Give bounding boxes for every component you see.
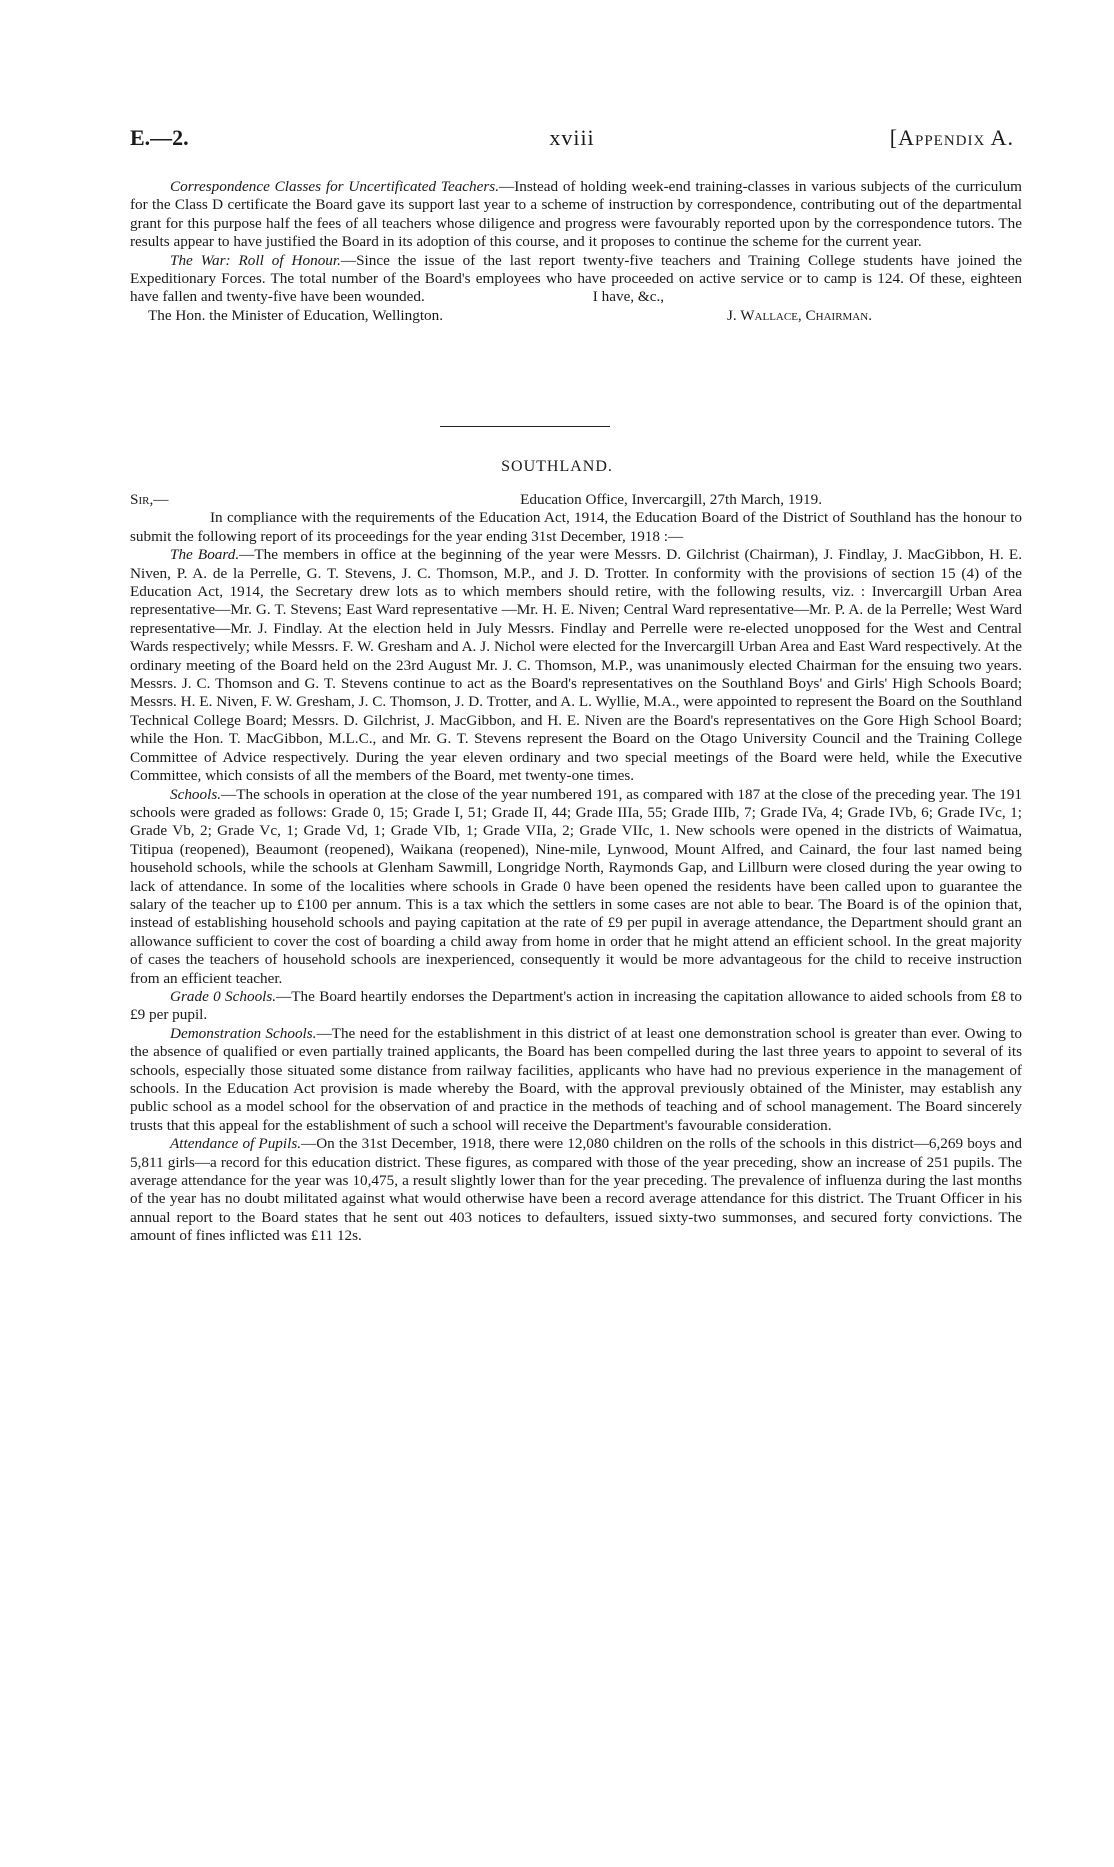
closing-phrase: I have, &c., bbox=[592, 288, 665, 306]
southland-report bbox=[130, 491, 1022, 1246]
page-number: xviii bbox=[549, 125, 595, 150]
paragraph-board bbox=[130, 546, 1022, 785]
paragraph-heading: Demonstration Schools. bbox=[170, 1024, 317, 1042]
paragraph-intro: In compliance with the requirements of the Education Act, 1914, the Education Board of the District of Southland has the honour to submit the following report of its proceedings for the year ending 31st December, 1918 :— bbox=[130, 509, 1022, 545]
paragraph-heading: The War: Roll of Honour. bbox=[170, 251, 341, 269]
salutation: Sir,— bbox=[130, 491, 169, 508]
paragraph-attendance bbox=[130, 1135, 1022, 1245]
dateline: Education Office, Invercargill, 27th March, 1919. bbox=[520, 491, 822, 508]
paragraph-text: —On the 31st December, 1918, there were 12,080 children on the rolls of the schools in this district—6,269 boys and 5,811 girls—a record for this education district. These figures, as compared with those of the year preceding, show an increase of 251 pupils. The average attendance for the year was 10,475, a result slightly lower than for the year preceding. The prevalence of influenza during the last months of the year has no doubt militated against what would otherwise have been a record average attendance for this district. The Truant Officer in his annual report to the Board states that he sent out 403 notices to defaulters, issued sixty-two summonses, and secured forty convictions. The amount of fines inflicted was £11 12s. bbox=[130, 1135, 1022, 1245]
paragraph-schools bbox=[130, 786, 1022, 988]
salutation-line bbox=[130, 491, 1022, 509]
otago-report-conclusion bbox=[130, 178, 1022, 325]
paragraph-heading: Schools. bbox=[170, 785, 222, 803]
paragraph-heading: Attendance of Pupils. bbox=[170, 1135, 302, 1153]
section-title: SOUTHLAND. bbox=[501, 458, 613, 475]
paragraph-text: —The need for the establishment in this district of at least one demonstration school is greater than ever. Owing to the absence of qualified or even partially trained applicants, the Board has been compelled during the last three years to appoint to several of its schools, especially those situated some distance from railway facilities, applicants who have had no previous experience in the management of schools. In the Education Act provision is made whereby the Board, with the approval previously obtained of the Minister, may establish any public school as a model school for the observation of and practice in the methods of teaching and of school management. The Board sincerely trusts that this appeal for the establishment of such a school will receive the Department's favourable consideration. bbox=[130, 1024, 1023, 1134]
report-code: E.—2. bbox=[130, 125, 189, 150]
signatory: J. Wallace, Chairman. bbox=[726, 306, 872, 324]
paragraph-text: —Since the issue of the last report twenty-five teachers and Training College students have joined the Expeditionary Forces. The total number of the Board's employees who have proceeded on active service or to camp is 124. Of these, eighteen have fallen and twenty-five have been wounded. bbox=[130, 251, 1022, 306]
paragraph-demonstration-schools bbox=[130, 1025, 1022, 1135]
paragraph-heading: The Board. bbox=[170, 546, 240, 564]
addressee: The Hon. the Minister of Education, Wellington. bbox=[148, 306, 444, 324]
paragraph-text: —Instead of holding week-end training-classes in various subjects of the curriculum for the Class D certificate the Board gave its support last year to a scheme of instruction by correspondence, contributing out of the departmental grant for this purpose half the fees of all teachers whose diligence and progress were favourably reported upon by the correspondence tutors. The results appear to have justified the Board in its adoption of this course, and it proposes to continue the scheme for the current year. bbox=[130, 178, 1022, 251]
paragraph-roll-of-honour bbox=[130, 252, 1022, 307]
section-divider bbox=[440, 426, 610, 427]
paragraph-text: —The Board heartily endorses the Department's action in increasing the capitation allowance to aided schools from £8 to £9 per pupil. bbox=[130, 987, 1022, 1024]
paragraph-heading: Correspondence Classes for Uncertificated Teachers. bbox=[170, 178, 499, 195]
paragraph-grade-0-schools bbox=[130, 988, 1022, 1025]
paragraph-heading: Grade 0 Schools. bbox=[170, 987, 277, 1005]
paragraph-correspondence-classes bbox=[130, 178, 1022, 252]
paragraph-text: —The schools in operation at the close of the year numbered 191, as compared with 187 at the close of the preceding year. The 191 schools were graded as follows: Grade 0, 15; Grade I, 51; Grade II, 44; Grade IIIa, 55; Grade IIIb, 7; Grade IVa, 4; Grade IVb, 6; Grade IVc, 1; Grade Vb, 2; Grade Vc, 1; Grade Vd, 1; Grade VIb, 1; Grade VIIa, 2; Grade VIIc, 1. New schools were opened in the districts of Waimatua, Titipua (reopened), Beaumont (reopened), Waikana (reopened), Nine-mile, Lynwood, Mount Alfred, and Cainard, the four last named being household schools, while the schools at Glenham Sawmill, Longridge North, Raymonds Gap, and Lillburn were closed during the year owing to lack of attendance. In some of the localities where schools in Grade 0 have been opened the residents have been called upon to guarantee the salary of the teacher up to £100 per annum. This is a tax which the settlers in some cases are not able to bear. The Board is of the opinion that, instead of establishing household schools and paying capitation at the rate of £9 per pupil in average attendance, the Department should grant an allowance sufficient to cover the cost of boarding a child away from home in order that he might attend an efficient school. In the great majority of cases the teachers of household schools are inexperienced, consequently it would be more advantageous for the child to receive instruction from an efficient teacher. bbox=[130, 785, 1022, 987]
page-header bbox=[130, 125, 1014, 155]
paragraph-text: —The members in office at the beginning of the year were Messrs. D. Gilchrist (Chairman), J. Findlay, J. MacGibbon, H. E. Niven, P. A. de la Perrelle, G. T. Stevens, J. C. Thomson, M.P., and J. D. Trotter. In conformity with the provisions of section 15 (4) of the Education Act, 1914, the Secretary drew lots as to which members should retire, with the following results, viz. : Invercargill Urban Area representative—Mr. G. T. Stevens; East Ward representative —Mr. H. E. Niven; Central Ward representative—Mr. P. A. de la Perrelle; West Ward representative—Mr. J. Findlay. At the election held in July Messrs. Findlay and Perrelle were re-elected unopposed for the West and Central Wards respectively; while Messrs. F. W. Gresham and A. J. Nichol were elected for the Invercargill Urban Area and East Ward respectively. At the ordinary meeting of the Board held on the 23rd August Mr. J. C. Thomson, M.P., was unanimously elected Chairman for the ensuing two years. Messrs. J. C. Thomson and G. T. Stevens continue to act as the Board's representatives on the Southland Boys' and Girls' High Schools Board; Messrs. H. E. Niven, F. W. Gresham, J. C. Thomson, J. D. Trotter, and A. L. Wyllie, M.A., were appointed to represent the Board on the Southland Technical College Board; Messrs. D. Gilchrist, J. MacGibbon, and H. E. Niven are the Board's representatives on the Gore High School Board; while the Hon. T. MacGibbon, M.L.C., and Mr. G. T. Stevens represent the Board on the Otago University Council and the Training College Committee of Advice respectively. During the year eleven ordinary and two special meetings of the Board were held, while the Executive Committee, which consists of all the members of the Board, met twenty-one times. bbox=[130, 546, 1023, 785]
appendix-label: [Appendix A. bbox=[889, 125, 1014, 150]
signature-line bbox=[130, 307, 1022, 325]
